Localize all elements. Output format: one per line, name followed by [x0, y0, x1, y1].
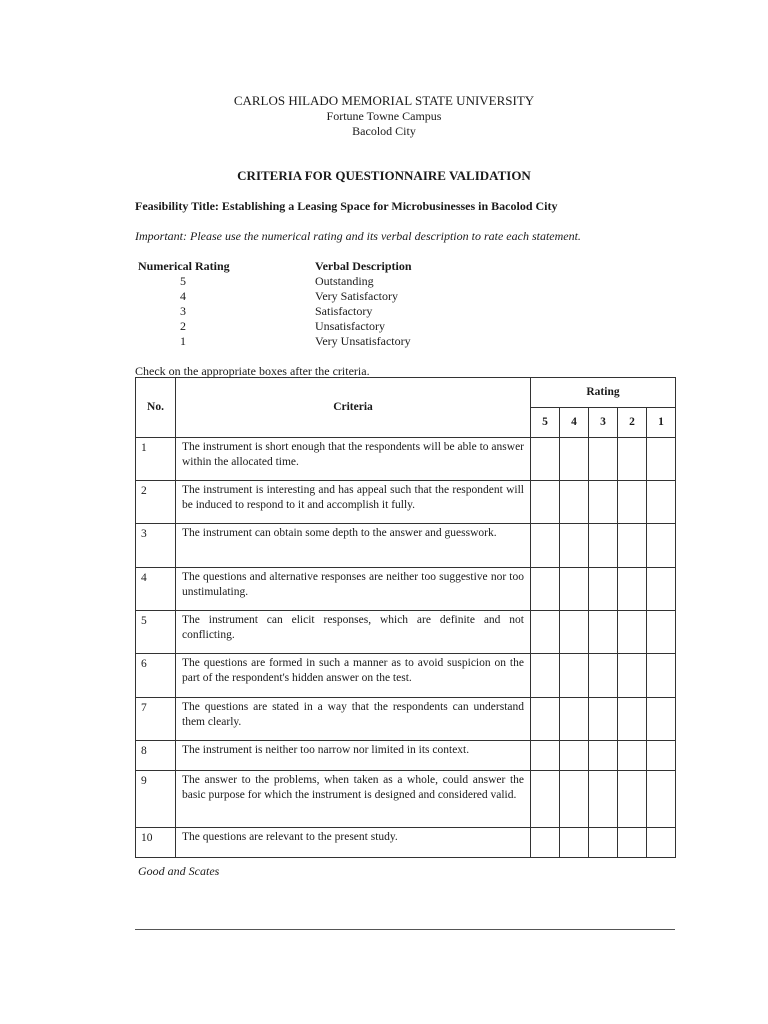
university-name: CARLOS HILADO MEMORIAL STATE UNIVERSITY [233, 93, 535, 108]
criteria-text: The instrument can elicit responses, which are definite and not conflicting. [176, 611, 531, 654]
rating-checkbox-1[interactable] [647, 481, 676, 524]
table-row [136, 568, 676, 611]
rating-checkbox-3[interactable] [589, 481, 618, 524]
rating-checkbox-3[interactable] [589, 771, 618, 828]
rating-checkbox-5[interactable] [531, 698, 560, 741]
rating-checkbox-1[interactable] [647, 741, 676, 771]
scale-num-1: 1 [180, 334, 186, 348]
scale-desc-1: Very Unsatisfactory [315, 334, 411, 348]
important-note: Important: Please use the numerical rating and its verbal description to rate each statement. [135, 229, 581, 243]
rating-checkbox-5[interactable] [531, 741, 560, 771]
rating-checkbox-2[interactable] [618, 828, 647, 858]
rating-checkbox-4[interactable] [560, 741, 589, 771]
rating-checkbox-1[interactable] [647, 698, 676, 741]
rating-checkbox-3[interactable] [589, 741, 618, 771]
col-no-header: No. [136, 378, 176, 438]
rating-header-1: 1 [647, 408, 676, 438]
row-number: 1 [136, 438, 176, 481]
criteria-text: The instrument is interesting and has appeal such that the respondent will be induced to respond to it and accomplish it fully. [176, 481, 531, 524]
criteria-text: The instrument is neither too narrow nor limited in its context. [176, 741, 531, 771]
criteria-table [135, 377, 676, 858]
feasibility-title: Feasibility Title: Establishing a Leasing Space for Microbusinesses in Bacolod City [135, 199, 558, 213]
row-number: 8 [136, 741, 176, 771]
scale-desc-3: Satisfactory [315, 304, 373, 318]
row-number: 7 [136, 698, 176, 741]
rating-checkbox-1[interactable] [647, 438, 676, 481]
scale-desc-4: Very Satisfactory [315, 289, 398, 303]
row-number: 9 [136, 771, 176, 828]
row-number: 5 [136, 611, 176, 654]
form-title: CRITERIA FOR QUESTIONNAIRE VALIDATION [237, 168, 531, 183]
table-row [136, 654, 676, 698]
rating-checkbox-3[interactable] [589, 828, 618, 858]
rating-checkbox-3[interactable] [589, 698, 618, 741]
rating-checkbox-1[interactable] [647, 654, 676, 698]
campus-name: Fortune Towne Campus [326, 109, 442, 123]
rating-checkbox-4[interactable] [560, 771, 589, 828]
city-name: Bacolod City [352, 124, 416, 138]
rating-checkbox-2[interactable] [618, 741, 647, 771]
row-number: 4 [136, 568, 176, 611]
criteria-text: The instrument is short enough that the respondents will be able to answer within the allocated time. [176, 438, 531, 481]
scale-num-4: 4 [180, 289, 186, 303]
rating-checkbox-4[interactable] [560, 698, 589, 741]
rating-checkbox-2[interactable] [618, 481, 647, 524]
table-row [136, 481, 676, 524]
rating-checkbox-2[interactable] [618, 524, 647, 568]
rating-checkbox-2[interactable] [618, 568, 647, 611]
numeric-rating-header: Numerical Rating [138, 259, 230, 273]
rating-checkbox-3[interactable] [589, 611, 618, 654]
scale-num-5: 5 [180, 274, 186, 288]
table-row [136, 611, 676, 654]
rating-header-3: 3 [589, 408, 618, 438]
col-rating-header: Rating [531, 378, 676, 408]
rating-checkbox-3[interactable] [589, 568, 618, 611]
criteria-text: The answer to the problems, when taken as a whole, could answer the basic purpose for which the instrument is designed and considered valid. [176, 771, 531, 828]
rating-checkbox-1[interactable] [647, 771, 676, 828]
row-number: 3 [136, 524, 176, 568]
criteria-text: The questions are formed in such a manner as to avoid suspicion on the part of the respondent's hidden answer on the test. [176, 654, 531, 698]
footer-divider [135, 929, 675, 930]
table-row [136, 698, 676, 741]
rating-header-2: 2 [618, 408, 647, 438]
rating-checkbox-4[interactable] [560, 438, 589, 481]
rating-checkbox-1[interactable] [647, 828, 676, 858]
rating-checkbox-5[interactable] [531, 611, 560, 654]
rating-checkbox-5[interactable] [531, 568, 560, 611]
row-number: 6 [136, 654, 176, 698]
scale-num-2: 2 [180, 319, 186, 333]
rating-checkbox-4[interactable] [560, 611, 589, 654]
table-row [136, 438, 676, 481]
criteria-text: The questions are stated in a way that the respondents can understand them clearly. [176, 698, 531, 741]
rating-checkbox-2[interactable] [618, 438, 647, 481]
rating-checkbox-1[interactable] [647, 524, 676, 568]
table-row [136, 524, 676, 568]
rating-checkbox-2[interactable] [618, 698, 647, 741]
rating-checkbox-1[interactable] [647, 611, 676, 654]
rating-checkbox-1[interactable] [647, 568, 676, 611]
criteria-text: The questions and alternative responses are neither too suggestive nor too unstimulating. [176, 568, 531, 611]
scale-desc-2: Unsatisfactory [315, 319, 385, 333]
table-row [136, 828, 676, 858]
rating-checkbox-5[interactable] [531, 524, 560, 568]
rating-checkbox-4[interactable] [560, 828, 589, 858]
rating-checkbox-5[interactable] [531, 828, 560, 858]
table-row [136, 771, 676, 828]
col-criteria-header: Criteria [176, 378, 531, 438]
instruction-text: Check on the appropriate boxes after the criteria. [135, 364, 370, 378]
rating-checkbox-4[interactable] [560, 654, 589, 698]
scale-num-3: 3 [180, 304, 186, 318]
rating-checkbox-5[interactable] [531, 771, 560, 828]
rating-checkbox-2[interactable] [618, 654, 647, 698]
table-row [136, 741, 676, 771]
rating-checkbox-5[interactable] [531, 654, 560, 698]
rating-checkbox-3[interactable] [589, 654, 618, 698]
rating-header-4: 4 [560, 408, 589, 438]
row-number: 10 [136, 828, 176, 858]
rating-checkbox-3[interactable] [589, 438, 618, 481]
rating-checkbox-5[interactable] [531, 438, 560, 481]
rating-checkbox-4[interactable] [560, 481, 589, 524]
row-number: 2 [136, 481, 176, 524]
rating-checkbox-4[interactable] [560, 568, 589, 611]
criteria-text: The instrument can obtain some depth to the answer and guesswork. [176, 524, 531, 568]
rating-checkbox-2[interactable] [618, 611, 647, 654]
rating-checkbox-4[interactable] [560, 524, 589, 568]
source-citation: Good and Scates [138, 864, 220, 878]
criteria-text: The questions are relevant to the present study. [176, 828, 531, 858]
rating-checkbox-3[interactable] [589, 524, 618, 568]
rating-header-5: 5 [531, 408, 560, 438]
rating-checkbox-5[interactable] [531, 481, 560, 524]
rating-checkbox-2[interactable] [618, 771, 647, 828]
scale-desc-5: Outstanding [315, 274, 374, 288]
verbal-description-header: Verbal Description [315, 259, 412, 273]
